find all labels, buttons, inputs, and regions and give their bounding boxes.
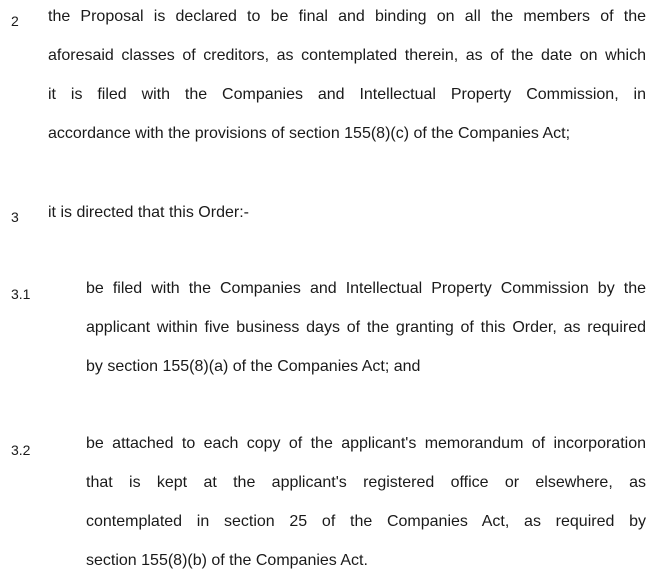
paragraph-2-line-1: the Proposal is declared to be final and binding on all the members of the [48,8,646,25]
paragraph-3-2-line-4: section 155(8)(b) of the Companies Act. [86,552,368,569]
paragraph-2-line-2: aforesaid classes of creditors, as contemplated therein, as of the date on which [48,47,646,64]
paragraph-3-2-line-2: that is kept at the applicant's registered office or elsewhere, as [86,474,646,491]
paragraph-2-line-3: it is filed with the Companies and Intellectual Property Commission, in [48,86,646,103]
paragraph-3-2-line-1: be attached to each copy of the applicant's memorandum of incorporation [86,435,646,452]
paragraph-3-1-line-1: be filed with the Companies and Intellectual Property Commission by the [86,280,646,297]
paragraph-number-3-1: 3.1 [11,286,31,302]
paragraph-number-3-2: 3.2 [11,442,31,458]
paragraph-2-line-4: accordance with the provisions of section 155(8)(c) of the Companies Act; [48,125,571,142]
paragraph-3-line-1: it is directed that this Order:- [48,204,249,221]
paragraph-3-2-line-3: contemplated in section 25 of the Companies Act, as required by [86,513,646,530]
paragraph-3-1-line-2: applicant within five business days of the granting of this Order, as required [86,319,646,336]
paragraph-number-3: 3 [11,209,19,225]
paragraph-3-1-line-3: by section 155(8)(a) of the Companies Act; and [86,358,421,375]
paragraph-number-2: 2 [11,13,19,29]
